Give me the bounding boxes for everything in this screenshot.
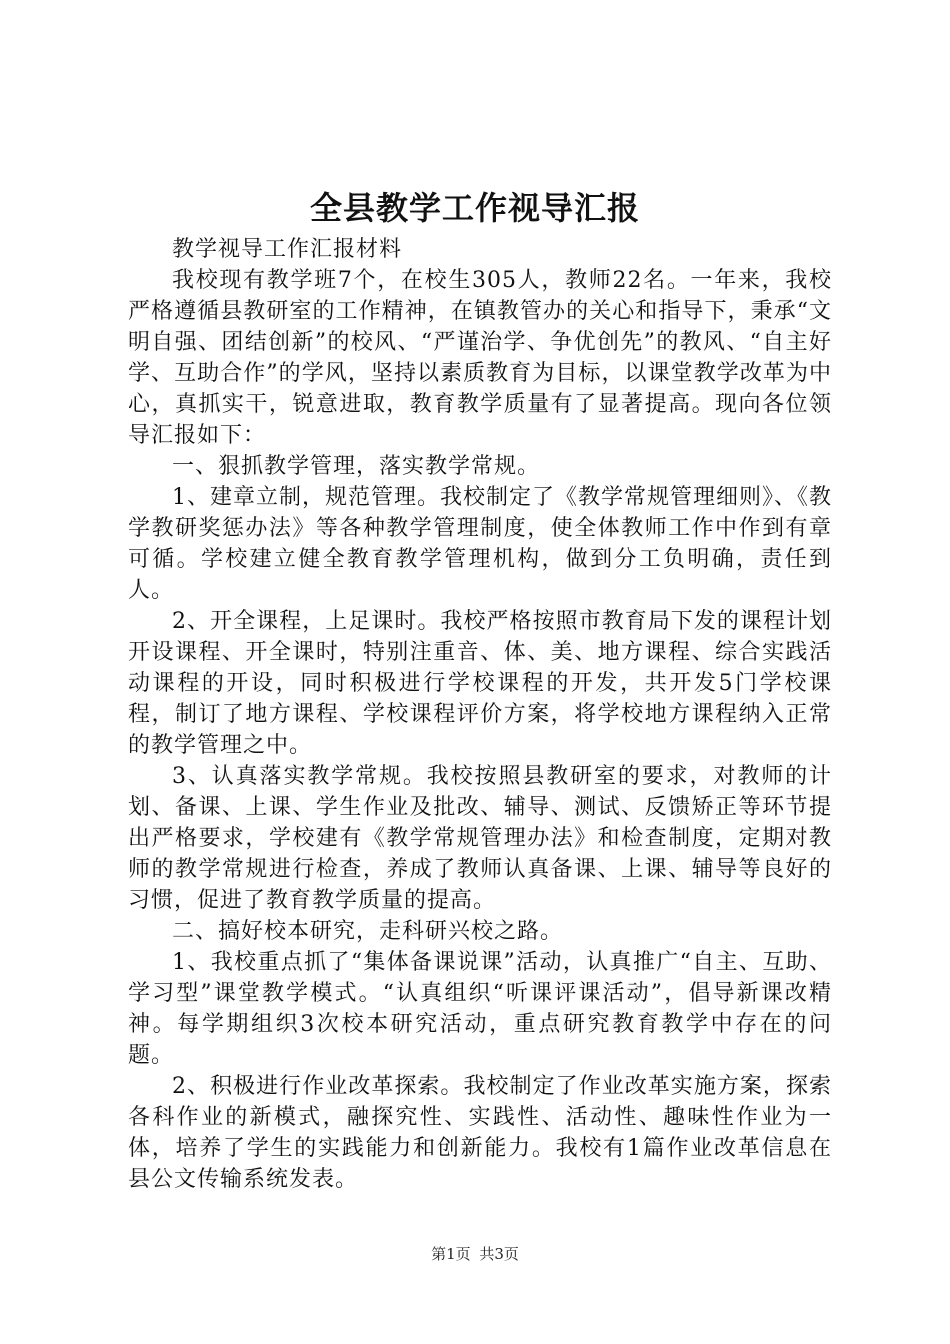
paragraph-subtitle: 教学视导工作汇报材料 <box>172 237 403 262</box>
section-heading-2: 二、搞好校本研究，走科研兴校之路。 <box>172 919 564 944</box>
document-title: 全县教学工作视导汇报 <box>309 189 640 227</box>
paragraph-intro: 我校现有教学班7个，在校生305人，教师22名。一年来，我校严格遵循县教研室的工作精神，在镇教管办的关心和指导下，秉承“文明自强、团结创新”的校风、“严谨治学、争优创先”的教风、“自主好学、互助合作”的学风，坚持以素质教育为目标，以课堂教学改革为中心，真抓实干，锐意进取，教育教学质量有了显著提高。现向各位领导汇报如下： <box>128 268 832 448</box>
paragraph-item: 1、我校重点抓了“集体备课说课”活动，认真推广“自主、互助、学习型”课堂教学模式。“认真组织“听课评课活动”，倡导新课改精神。每学期组织3次校本研究活动，重点研究教育教学中存在的问题。 <box>128 950 832 1068</box>
page-total: 共3页 <box>479 1245 519 1263</box>
page-footer <box>0 1244 950 1264</box>
paragraph-item: 1、建章立制，规范管理。我校制定了《教学常规管理细则》、《教学教研奖惩办法》等各种教学管理制度，使全体教师工作中作到有章可循。学校建立健全教育教学管理机构，做到分工负明确，责任到人。 <box>128 485 832 603</box>
document-body <box>128 234 832 1195</box>
page-number: 第1页 <box>431 1245 471 1263</box>
paragraph-item: 2、开全课程，上足课时。我校严格按照市教育局下发的课程计划开设课程、开全课时，特别注重音、体、美、地方课程、综合实践活动课程的开设，同时积极进行学校课程的开发，共开发5门学校课程，制订了地方课程、学校课程评价方案，将学校地方课程纳入正常的教学管理之中。 <box>128 609 832 758</box>
section-heading-1: 一、狠抓教学管理，落实教学常规。 <box>172 454 541 479</box>
paragraph-item: 3、认真落实教学常规。我校按照县教研室的要求，对教师的计划、备课、上课、学生作业及批改、辅导、测试、反馈矫正等环节提出严格要求，学校建有《教学常规管理办法》和检查制度，定期对教师的教学常规进行检查，养成了教师认真备课、上课、辅导等良好的习惯，促进了教育教学质量的提高。 <box>128 764 832 913</box>
paragraph-item: 2、积极进行作业改革探索。我校制定了作业改革实施方案，探索各科作业的新模式，融探究性、实践性、活动性、趣味性作业为一体，培养了学生的实践能力和创新能力。我校有1篇作业改革信息在县公文传输系统发表。 <box>128 1074 832 1192</box>
